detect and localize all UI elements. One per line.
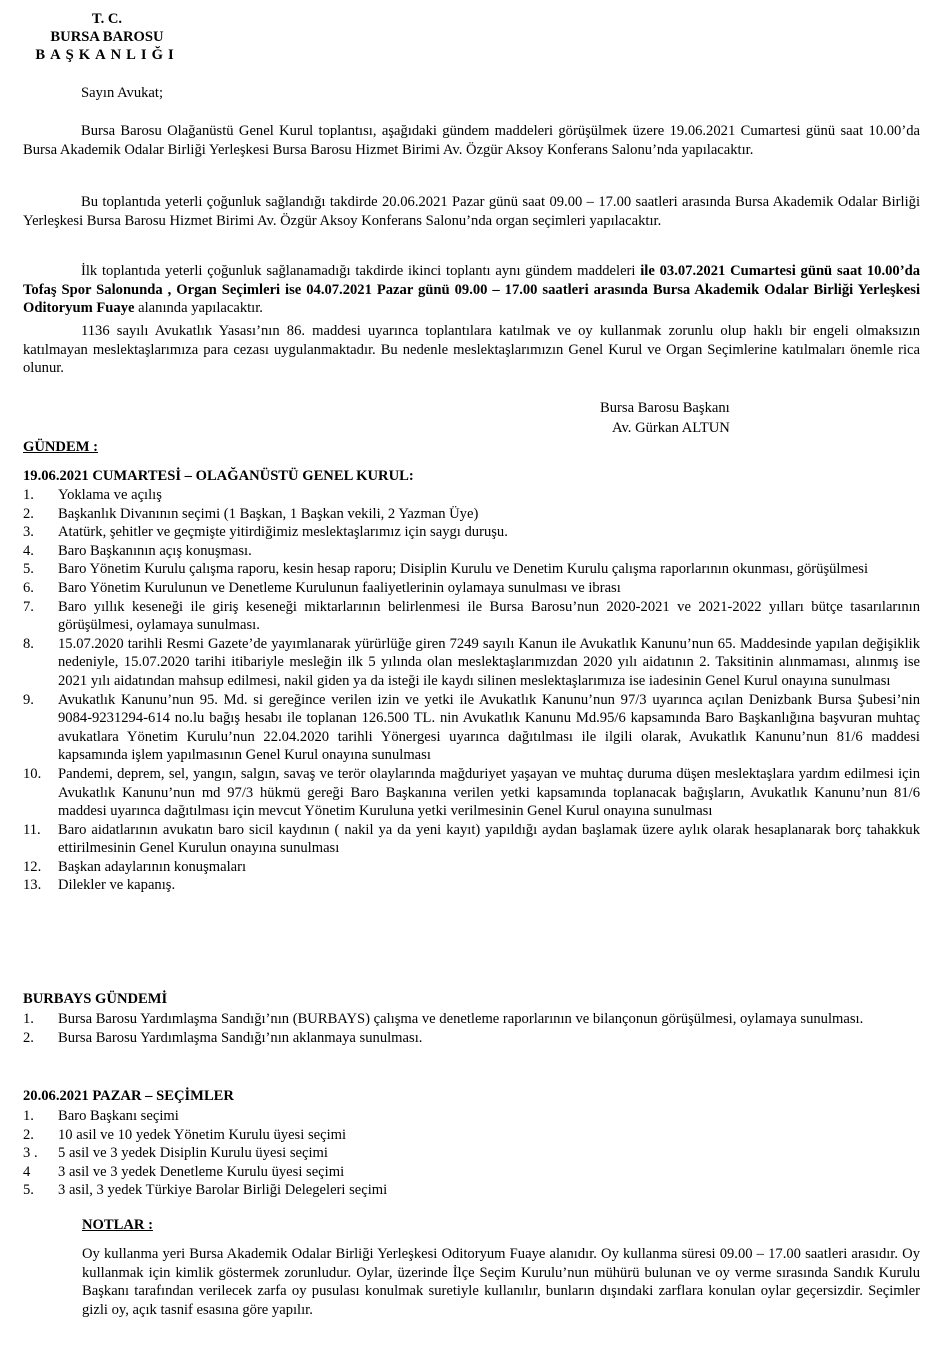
agenda-item-number: 2. (23, 505, 34, 522)
agenda-item (23, 858, 920, 877)
letterhead-line-tc: T. C. (91, 11, 123, 27)
agenda-item-text: 10 asil ve 10 yedek Yönetim Kurulu üyesi seçimi (58, 1126, 347, 1143)
burbays-agenda-list (23, 1010, 920, 1047)
agenda-item-number: 1. (23, 1108, 34, 1124)
section-burbays-title: BURBAYS GÜNDEMİ (23, 991, 168, 1007)
agenda-item (23, 542, 920, 561)
agenda-item-text: Başkanlık Divanının seçimi (1 Başkan, 1 Başkan vekili, 2 Yazman Üye) (58, 505, 479, 522)
general-assembly-agenda-list (23, 486, 920, 895)
paragraph-meeting: Bursa Barosu Olağanüstü Genel Kurul toplantısı, aşağıdaki gündem maddeleri görüşülmek üzere 19.06.2021 Cumartesi günü saat 10.00’da Bursa Akademik Odalar Birliği Yerleşkesi Bursa Barosu Hizmet Birimi Av. Özgür Aksoy Konferans Salonu’nda yapılacaktır. (23, 123, 920, 158)
agenda-item (23, 486, 920, 505)
notes-text: Oy kullanma yeri Bursa Akademik Odalar Birliği Yerleşkesi Oditoryum Fuaye alanıdır. Oy kullanma süresi 09.00 – 17.00 saatleri arasıdır. Oy kullanmak için kimlik göstermek zorunludur. Oylar, üzerinde İlçe Seçim Kurulu’nun mühürü bulunan ve oy verme sırasında Sandık Kurulu Başkanı tarafından verilecek zarfa oy pusulası konulmak suretiyle kullanılır, bunların dışındaki zarflara konulan oylar geçersizdir. Seçimler gizli oy, açık tasnif esasına göre yapılır. (82, 1246, 920, 1318)
agenda-item-text: Baro aidatlarının avukatın baro sicil kaydının ( nakil ya da yeni kayıt) yapıldığı aydan başlamak üzere aylık olarak hesaplanarak borç tahakkuk ettirilmesinin Genel Kurulun onayına sunulması (58, 821, 920, 857)
agenda-item-text: Bursa Barosu Yardımlaşma Sandığı’nın aklanmaya sunulması. (58, 1029, 423, 1046)
agenda-item-number: 6. (23, 579, 34, 596)
signature-name: Av. Gürkan ALTUN (612, 420, 730, 436)
agenda-item-text: Baro Başkanı seçimi (58, 1108, 179, 1124)
agenda-item-number: 8. (23, 635, 34, 652)
agenda-item-number: 9. (23, 691, 34, 708)
agenda-item-text: Baro Yönetim Kurulunun ve Denetleme Kurulunun faaliyetlerinin oylamaya sunulması ve ibrası (58, 579, 621, 596)
agenda-item (23, 1107, 920, 1126)
section-elections-title: 20.06.2021 PAZAR – SEÇİMLER (23, 1088, 234, 1104)
agenda-item-text: Pandemi, deprem, sel, yangın, salgın, savaş ve terör olaylarında mağduriyet yaşayan ve muhtaç duruma düşen meslektaşlara yardım edilmesi için Avukatlık Kanunu’nun md 97/3 hükmü gereği Baro Başkanına verilen yetki kapsamında toplanacak bağışların, Avukatlık Kanunu’nun 81/6 maddesi uyarınca dağıtılması için mevcut Yönetim Kuruluna yetki verilmesinin Genel Kurul onayına sunulması (58, 765, 920, 820)
elections-agenda-list (23, 1107, 920, 1200)
agenda-item-number: 3 . (23, 1145, 38, 1162)
agenda-item (23, 560, 920, 579)
agenda-item (23, 765, 920, 821)
agenda-item (23, 505, 920, 524)
agenda-item-number: 2. (23, 1126, 34, 1143)
agenda-item-text: Dilekler ve kapanış. (58, 877, 176, 894)
agenda-item-text: Baro Yönetim Kurulu çalışma raporu, kesin hesap raporu; Disiplin Kurulu ve Denetim Kurulu çalışma raporlarının okunması, görüşülmesi (58, 561, 869, 578)
agenda-item-text: 5 asil ve 3 yedek Disiplin Kurulu üyesi seçimi (58, 1145, 328, 1162)
agenda-item-number: 3. (23, 524, 34, 541)
agenda-item-text: Baro yıllık keseneği ile giriş keseneği miktarlarının belirlenmesi ile Bursa Barosu’nun 2020-2021 ve 2021-2022 yılları bütçe tasarılarının görüşülmesi, oylamaya sunulması. (58, 598, 920, 634)
agenda-item-text: Atatürk, şehitler ve geçmişte yitirdiğimiz meslektaşlarımız için saygı duruşu. (58, 524, 508, 541)
agenda-item (23, 523, 920, 542)
agenda-item-text: Baro Başkanının açış konuşması. (58, 542, 252, 559)
agenda-item (23, 691, 920, 765)
signature-block (600, 398, 730, 438)
agenda-item-text: Avukatlık Kanunu’nun 95. Md. si gereğince verilen izin ve yetki ile Avukatlık Kanunu’nun 97/3 uyarınca açılan Denizbank Bursa Şubesi’nin 9084-9231294-614 no.lu bağış hesabı ile toplanan 126.500 TL. nin Avukatlık Kanunu Md.95/6 kapsamında Baro Başkanlığına başvuran muhtaç avukatlara Yönetim Kurulu’nun 22.04.2020 tarihli Yönergesi uyarınca dağıtılması ile ilgili olarak, Avukatlık Kanunu’nun 81/6 maddesi kapsamında işlem yapılmasının Genel Kurul onayına sunulması (58, 691, 920, 764)
letterhead (32, 10, 182, 64)
agenda-item (23, 821, 920, 858)
agenda-item-text: 3 asil, 3 yedek Türkiye Barolar Birliği Delegeleri seçimi (58, 1182, 388, 1199)
agenda-item-number: 5. (23, 1182, 34, 1199)
agenda-item-text: 15.07.2020 tarihli Resmi Gazete’de yayımlanarak yürürlüğe giren 7249 sayılı Kanun ile Avukatlık Kanunu’nun 65. Maddesinde yapılan değişiklik nedeniyle, 15.07.2020 tarihi itibariyle mesleğin ilk 5 yılında olan meslektaşlarımızdan 2020 yılı aidatının 2. Taksitinin alınmaması, alınmış ise 2021 yılı aidatından mahsup edilmesi, nakil giden ya da isteği ile kaydı silinen meslektaşlarımıza ise iadesinin Genel Kurul onayına sunulması (58, 635, 920, 689)
agenda-item-number: 1. (23, 1011, 34, 1027)
greeting: Sayın Avukat; (81, 85, 164, 101)
agenda-item-number: 4 (23, 1163, 31, 1180)
agenda-item-text: Yoklama ve açılış (58, 487, 162, 503)
signature-title: Bursa Barosu Başkanı (600, 400, 730, 416)
section-general-assembly-title: 19.06.2021 CUMARTESİ – OLAĞANÜSTÜ GENEL KURUL: (23, 468, 414, 484)
agenda-item-text: Başkan adaylarının konuşmaları (58, 858, 247, 875)
agenda-item-number: 13. (23, 877, 42, 894)
agenda-item-number: 4. (23, 542, 34, 559)
agenda-item-number: 7. (23, 598, 34, 615)
agenda-item-number: 11. (23, 821, 41, 838)
agenda-item (23, 1181, 920, 1200)
agenda-item (23, 635, 920, 691)
letterhead-line-office: BAŞKANLIĞI (35, 47, 179, 63)
agenda-item-text: Bursa Barosu Yardımlaşma Sandığı’nın (BURBAYS) çalışma ve denetleme raporlarının ve bilançonun görüşülmesi, oylamaya sunulması. (58, 1011, 864, 1027)
agenda-item-number: 5. (23, 561, 34, 578)
agenda-item-number: 1. (23, 487, 34, 503)
agenda-heading: GÜNDEM : (23, 439, 98, 455)
agenda-item (23, 579, 920, 598)
paragraph-elections: Bu toplantıda yeterli çoğunluk sağlandığı takdirde 20.06.2021 Pazar günü saat 09.00 – 17.00 saatleri arasında Bursa Akademik Odalar Birliği Yerleşkesi Bursa Barosu Hizmet Birimi Av. Özgür Aksoy Konferans Salonu’nda organ seçimleri yapılacaktır. (23, 194, 920, 229)
agenda-item-number: 10. (23, 765, 42, 782)
agenda-item (23, 1010, 920, 1029)
agenda-item (23, 1029, 920, 1048)
agenda-item (23, 598, 920, 635)
notes-heading: NOTLAR : (82, 1217, 153, 1233)
agenda-item (23, 1163, 920, 1182)
agenda-item-text: 3 asil ve 3 yedek Denetleme Kurulu üyesi seçimi (58, 1163, 345, 1180)
agenda-item (23, 876, 920, 895)
paragraph-attendance: 1136 sayılı Avukatlık Yasası’nın 86. maddesi uyarınca toplantılara katılmak ve oy kullanmak zorunlu olup haklı bir engeli olmaksızın katılmayan meslektaşlarımıza para cezası uygulanmaktadır. Bu nedenle meslektaşlarımızın Genel Kurul ve Organ Seçimlerine katılmaları önemle rica olunur. (23, 323, 920, 377)
paragraph-second-meeting: İlk toplantıda yeterli çoğunluk sağlanamadığı takdirde ikinci toplantı aynı gündem maddeleri ile 03.07.2021 Cumartesi günü saat 10.00’da Tofaş Spor Salonunda , Organ Seçimleri ise 04.07.2021 Pazar günü 09.00 – 17.00 saatleri arasında Bursa Akademik Odalar Birliği Yerleşkesi Oditoryum Fuaye alanında yapılacaktır. (23, 263, 920, 317)
agenda-item (23, 1126, 920, 1145)
agenda-item-number: 12. (23, 858, 42, 875)
letterhead-line-bar: BURSA BAROSU (50, 29, 164, 45)
agenda-item (23, 1144, 920, 1163)
agenda-item-number: 2. (23, 1029, 34, 1046)
